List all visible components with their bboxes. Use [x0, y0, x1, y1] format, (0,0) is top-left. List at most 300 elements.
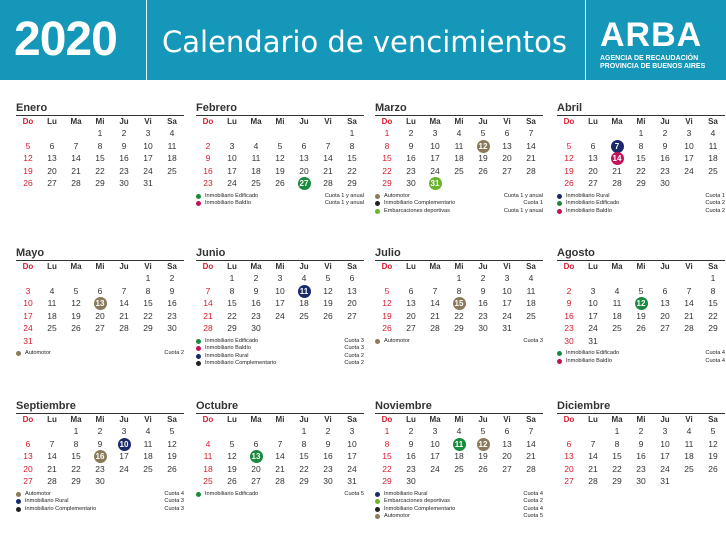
day-cell: 8	[301, 438, 307, 449]
day-cell: 20	[23, 463, 33, 474]
day-cell: 9	[408, 140, 414, 151]
day-cell: 28	[430, 323, 440, 333]
day-cell: 20	[47, 165, 57, 176]
weekday-header: Mi	[275, 415, 285, 424]
day-cell: 30	[323, 476, 333, 486]
empty-day-cell	[268, 425, 292, 438]
day-cell: 29	[708, 323, 718, 333]
day-cell: 22	[299, 463, 309, 474]
day-cell: 10	[227, 153, 237, 163]
legend-label: Inmobiliario Edificado	[566, 200, 620, 206]
day-cell: 25	[251, 178, 261, 188]
day-cell: 27	[502, 463, 512, 474]
day-cell: 13	[23, 451, 33, 461]
month-legend	[196, 491, 364, 499]
empty-day-cell	[16, 425, 40, 438]
day-cell: 9	[480, 285, 486, 296]
legend-item	[196, 345, 364, 353]
day-cell: 31	[660, 476, 670, 486]
empty-day-cell	[220, 425, 244, 438]
day-cell: 4	[528, 273, 534, 283]
weekday-header: Sa	[708, 117, 718, 126]
legend-dot-icon	[375, 507, 380, 512]
day-cell: 7	[277, 438, 283, 449]
day-cell	[447, 438, 471, 451]
weekday-header: Do	[563, 117, 575, 126]
day-cell: 10	[502, 285, 512, 296]
month-name: Octubre	[196, 400, 239, 412]
year-title: 2020	[14, 13, 117, 66]
day-cell: 14	[684, 298, 694, 308]
day-cell: 30	[406, 476, 416, 486]
empty-day-cell	[220, 127, 244, 140]
legend-dot-icon	[196, 346, 201, 351]
weekday-header: Mi	[95, 262, 105, 271]
day-cell: 17	[660, 451, 670, 461]
day-cell: 21	[275, 463, 285, 474]
weekday-header: Ju	[660, 117, 670, 126]
day-cell: 5	[480, 426, 486, 436]
day-cell: 26	[564, 178, 574, 188]
weekday-header: Ju	[478, 262, 488, 271]
day-cell: 13	[502, 438, 512, 449]
due-date-marker: 10	[118, 438, 131, 451]
legend-label: Automotor	[384, 192, 410, 199]
day-cell: 8	[456, 285, 462, 296]
legend-dot-icon	[375, 209, 380, 214]
day-cell: 2	[253, 273, 259, 283]
day-cell	[629, 297, 653, 310]
day-cell: 2	[662, 128, 668, 138]
day-cell: 21	[684, 310, 694, 321]
day-cell: 9	[566, 298, 572, 308]
due-date-marker: 16	[94, 450, 107, 463]
day-cell: 5	[384, 285, 390, 296]
day-cell: 8	[229, 285, 235, 296]
legend-quota: Cuota 2	[523, 498, 543, 504]
empty-day-cell	[629, 272, 653, 285]
legend-dot-icon	[196, 194, 201, 199]
day-cell: 22	[708, 310, 718, 321]
legend-item	[375, 200, 543, 208]
month-name: Septiembre	[16, 400, 76, 412]
day-cell: 23	[323, 463, 333, 474]
legend-item	[196, 360, 364, 368]
day-cell: 26	[382, 323, 392, 333]
day-cell: 16	[167, 298, 177, 308]
weekday-header: Mi	[636, 117, 646, 126]
day-cell: 15	[347, 153, 357, 163]
day-cell: 9	[121, 140, 127, 151]
month-legend	[16, 491, 184, 514]
weekday-header: Ma	[70, 262, 82, 271]
legend-item	[557, 350, 725, 358]
legend-item	[375, 498, 543, 506]
empty-day-cell	[557, 272, 581, 285]
legend-label: Inmobiliario Rural	[566, 192, 610, 199]
day-cell: 24	[430, 463, 440, 474]
day-cell: 16	[406, 153, 416, 163]
day-cell: 14	[203, 298, 213, 308]
day-cell	[88, 450, 112, 463]
day-cell: 4	[49, 285, 55, 296]
day-cell: 23	[564, 323, 574, 333]
day-cell: 12	[382, 298, 392, 308]
weekday-header: Sa	[708, 415, 718, 424]
day-cell: 26	[227, 476, 237, 486]
day-cell: 7	[432, 285, 438, 296]
day-cell: 29	[636, 178, 646, 188]
legend-label: Inmobiliario Complementario	[205, 360, 277, 366]
legend-dot-icon	[16, 351, 21, 356]
legend-item	[196, 338, 364, 346]
day-cell: 22	[382, 165, 392, 176]
legend-item	[375, 506, 543, 514]
day-cell: 9	[169, 285, 175, 296]
weekday-header: Lu	[406, 117, 416, 126]
day-cell: 30	[406, 178, 416, 188]
month-legend	[557, 193, 725, 216]
day-cell: 24	[227, 178, 237, 188]
arba-sub-line-1: AGENCIA DE RECAUDACIÓN	[600, 55, 699, 62]
day-cell: 5	[566, 140, 572, 151]
legend-quota: Cuota 1 y anual	[324, 200, 364, 206]
day-cell: 14	[119, 298, 129, 308]
day-cell: 19	[275, 165, 285, 176]
day-cell: 11	[454, 140, 464, 151]
day-cell: 3	[121, 426, 127, 436]
day-cell: 1	[456, 273, 462, 283]
day-cell: 3	[686, 128, 692, 138]
day-cell: 18	[143, 451, 153, 461]
day-cell: 20	[406, 310, 416, 321]
day-cell: 26	[323, 310, 333, 321]
weekday-header: Mi	[636, 262, 646, 271]
day-cell: 20	[564, 463, 574, 474]
day-cell: 10	[275, 285, 285, 296]
day-cell: 28	[275, 476, 285, 486]
weekday-header: Mi	[95, 415, 105, 424]
weekday-header: Mi	[275, 262, 285, 271]
day-cell: 4	[710, 128, 716, 138]
weekday-header: Vi	[324, 415, 332, 424]
day-cell: 17	[502, 298, 512, 308]
weekday-header: Ma	[429, 262, 441, 271]
day-cell: 24	[430, 165, 440, 176]
month-mayo	[16, 246, 184, 358]
empty-day-cell	[40, 127, 64, 140]
due-date-marker: 14	[611, 152, 624, 165]
day-cell: 26	[71, 323, 81, 333]
legend-label: Embarcaciones deportivas	[384, 207, 450, 214]
weekday-header: Lu	[227, 117, 237, 126]
legend-dot-icon	[196, 201, 201, 206]
legend-label: Automotor	[25, 350, 51, 356]
weekday-header: Do	[563, 415, 575, 424]
legend-item	[557, 208, 725, 216]
weekday-header: Ju	[478, 415, 488, 424]
weekday-header: Ma	[250, 262, 262, 271]
legend-dot-icon	[557, 351, 562, 356]
empty-day-cell	[399, 272, 423, 285]
day-cell: 25	[203, 476, 213, 486]
day-cell: 8	[614, 438, 620, 449]
day-cell: 11	[143, 438, 153, 449]
legend-quota: Cuota 5	[523, 513, 543, 519]
day-cell: 14	[275, 451, 285, 461]
day-cell: 13	[564, 451, 574, 461]
month-febrero	[196, 101, 364, 208]
day-cell: 24	[275, 310, 285, 321]
due-date-marker: 12	[477, 438, 490, 451]
day-cell: 26	[708, 463, 718, 474]
day-cell: 2	[169, 273, 175, 283]
day-cell: 17	[275, 298, 285, 308]
empty-day-cell	[64, 127, 88, 140]
day-cell: 23	[95, 463, 105, 474]
day-cell: 4	[614, 285, 620, 296]
day-cell: 30	[95, 476, 105, 486]
day-cell: 2	[205, 140, 211, 151]
day-cell: 28	[526, 165, 536, 176]
legend-quota: Cuota 3	[344, 337, 364, 344]
day-cell: 3	[504, 273, 510, 283]
day-cell: 16	[406, 451, 416, 461]
day-cell: 29	[612, 476, 622, 486]
weekday-header: Lu	[227, 415, 237, 424]
legend-label: Inmobiliario Edificado	[205, 192, 259, 199]
day-cell: 11	[251, 153, 261, 163]
legend-dot-icon	[16, 492, 21, 497]
weekday-header: Vi	[503, 262, 511, 271]
weekday-header: Sa	[167, 117, 177, 126]
month-days-grid	[375, 115, 543, 190]
day-cell: 8	[384, 438, 390, 449]
day-cell: 9	[325, 438, 331, 449]
weekday-header: Ju	[119, 117, 129, 126]
month-legend	[196, 338, 364, 368]
day-cell: 20	[347, 298, 357, 308]
day-cell: 17	[684, 153, 694, 163]
legend-quota: Cuota 1 y anual	[503, 192, 543, 199]
legend-item	[557, 358, 725, 366]
day-cell: 14	[71, 153, 81, 163]
day-cell: 1	[349, 128, 355, 138]
legend-quota: Cuota 4	[705, 357, 725, 364]
weekday-header: Sa	[347, 117, 357, 126]
day-cell: 26	[636, 323, 646, 333]
day-cell: 24	[502, 310, 512, 321]
day-cell: 18	[251, 165, 261, 176]
weekday-header: Ma	[250, 415, 262, 424]
due-date-marker: 12	[477, 140, 490, 153]
day-cell: 19	[71, 310, 81, 321]
day-cell: 13	[299, 153, 309, 163]
legend-dot-icon	[375, 492, 380, 497]
day-cell: 1	[73, 426, 79, 436]
day-cell: 13	[502, 140, 512, 151]
weekday-header: Ju	[299, 415, 309, 424]
month-days-grid	[557, 115, 725, 190]
day-cell: 17	[430, 153, 440, 163]
day-cell: 24	[143, 165, 153, 176]
empty-day-cell	[16, 127, 40, 140]
day-cell: 3	[277, 273, 283, 283]
month-name: Enero	[16, 102, 48, 114]
month-days-grid	[16, 115, 184, 190]
empty-day-cell	[244, 127, 268, 140]
month-enero	[16, 101, 184, 190]
day-cell: 27	[502, 165, 512, 176]
legend-dot-icon	[375, 339, 380, 344]
day-cell: 7	[49, 438, 55, 449]
day-cell: 10	[430, 140, 440, 151]
weekday-header: Do	[381, 262, 393, 271]
month-junio	[196, 246, 364, 368]
day-cell: 31	[502, 323, 512, 333]
day-cell: 4	[456, 426, 462, 436]
empty-day-cell	[605, 127, 629, 140]
weekday-header: Sa	[347, 262, 357, 271]
day-cell: 18	[167, 153, 177, 163]
legend-item	[16, 506, 184, 514]
month-legend	[16, 350, 184, 358]
month-name: Diciembre	[557, 400, 611, 412]
day-cell: 10	[660, 438, 670, 449]
day-cell: 28	[684, 323, 694, 333]
day-cell: 29	[227, 323, 237, 333]
day-cell: 8	[349, 140, 355, 151]
month-days-grid	[196, 413, 364, 488]
day-cell: 3	[349, 426, 355, 436]
day-cell: 13	[660, 298, 670, 308]
day-cell: 22	[347, 165, 357, 176]
month-name: Junio	[196, 247, 226, 259]
day-cell: 17	[23, 310, 33, 321]
day-cell: 27	[23, 476, 33, 486]
day-cell: 9	[662, 140, 668, 151]
day-cell: 22	[612, 463, 622, 474]
day-cell: 1	[97, 128, 103, 138]
weekday-header: Vi	[503, 117, 511, 126]
legend-quota: Cuota 1	[705, 192, 725, 199]
month-octubre	[196, 399, 364, 498]
day-cell: 30	[636, 476, 646, 486]
month-name: Febrero	[196, 102, 237, 114]
month-legend	[375, 338, 543, 346]
empty-day-cell	[244, 425, 268, 438]
day-cell: 19	[636, 310, 646, 321]
weekday-header: Do	[22, 262, 34, 271]
day-cell: 27	[95, 323, 105, 333]
month-legend	[375, 491, 543, 521]
weekday-header: Ma	[250, 117, 262, 126]
weekday-header: Vi	[324, 117, 332, 126]
month-name: Marzo	[375, 102, 407, 114]
day-cell: 16	[119, 153, 129, 163]
day-cell: 3	[25, 285, 31, 296]
day-cell: 18	[299, 298, 309, 308]
due-date-marker: 7	[611, 140, 624, 153]
day-cell: 13	[47, 153, 57, 163]
day-cell: 2	[566, 285, 572, 296]
month-legend	[196, 193, 364, 208]
legend-label: Inmobiliario Complementario	[25, 505, 97, 512]
day-cell: 18	[454, 451, 464, 461]
weekday-header: Mi	[454, 117, 464, 126]
day-cell: 13	[347, 285, 357, 296]
day-cell: 9	[638, 438, 644, 449]
day-cell: 28	[71, 178, 81, 188]
day-cell: 11	[708, 140, 718, 151]
legend-dot-icon	[196, 354, 201, 359]
legend-label: Inmobiliario Baldío	[205, 345, 252, 351]
legend-item	[196, 353, 364, 361]
day-cell: 18	[454, 153, 464, 163]
weekday-header: Do	[381, 415, 393, 424]
day-cell: 22	[227, 310, 237, 321]
day-cell	[292, 285, 316, 298]
day-cell: 13	[406, 298, 416, 308]
weekday-header: Do	[22, 117, 34, 126]
legend-item	[375, 491, 543, 499]
day-cell: 17	[430, 451, 440, 461]
legend-label: Inmobiliario Rural	[384, 490, 428, 497]
legend-dot-icon	[557, 201, 562, 206]
day-cell: 15	[382, 153, 392, 163]
day-cell: 6	[25, 438, 31, 449]
weekday-header: Ju	[119, 415, 129, 424]
month-julio	[375, 246, 543, 345]
day-cell: 9	[205, 153, 211, 163]
empty-day-cell	[268, 127, 292, 140]
legend-item	[16, 498, 184, 506]
day-cell: 10	[588, 298, 598, 308]
day-cell: 29	[143, 323, 153, 333]
weekday-header: Ju	[660, 415, 670, 424]
day-cell: 20	[660, 310, 670, 321]
legend-item	[375, 338, 543, 346]
legend-item	[196, 193, 364, 201]
day-cell: 28	[203, 323, 213, 333]
day-cell: 6	[253, 438, 259, 449]
day-cell: 4	[686, 426, 692, 436]
day-cell: 6	[590, 140, 596, 151]
weekday-header: Ma	[70, 117, 82, 126]
legend-item	[557, 200, 725, 208]
day-cell: 12	[23, 153, 33, 163]
legend-item	[196, 491, 364, 499]
day-cell: 28	[323, 178, 333, 188]
weekday-header: Do	[202, 415, 214, 424]
weekday-header: Lu	[588, 117, 598, 126]
legend-quota: Cuota 4	[523, 505, 543, 512]
weekday-header: Vi	[503, 415, 511, 424]
due-date-marker: 13	[94, 297, 107, 310]
day-cell: 7	[590, 438, 596, 449]
day-cell: 9	[97, 438, 103, 449]
day-cell: 1	[145, 273, 151, 283]
empty-day-cell	[423, 272, 447, 285]
day-cell: 18	[526, 298, 536, 308]
day-cell: 2	[97, 426, 103, 436]
weekday-header: Vi	[144, 415, 152, 424]
weekday-header: Lu	[406, 262, 416, 271]
weekday-header: Ma	[70, 415, 82, 424]
day-cell: 10	[23, 298, 33, 308]
day-cell: 6	[662, 285, 668, 296]
legend-label: Inmobiliario Baldío	[566, 357, 613, 364]
